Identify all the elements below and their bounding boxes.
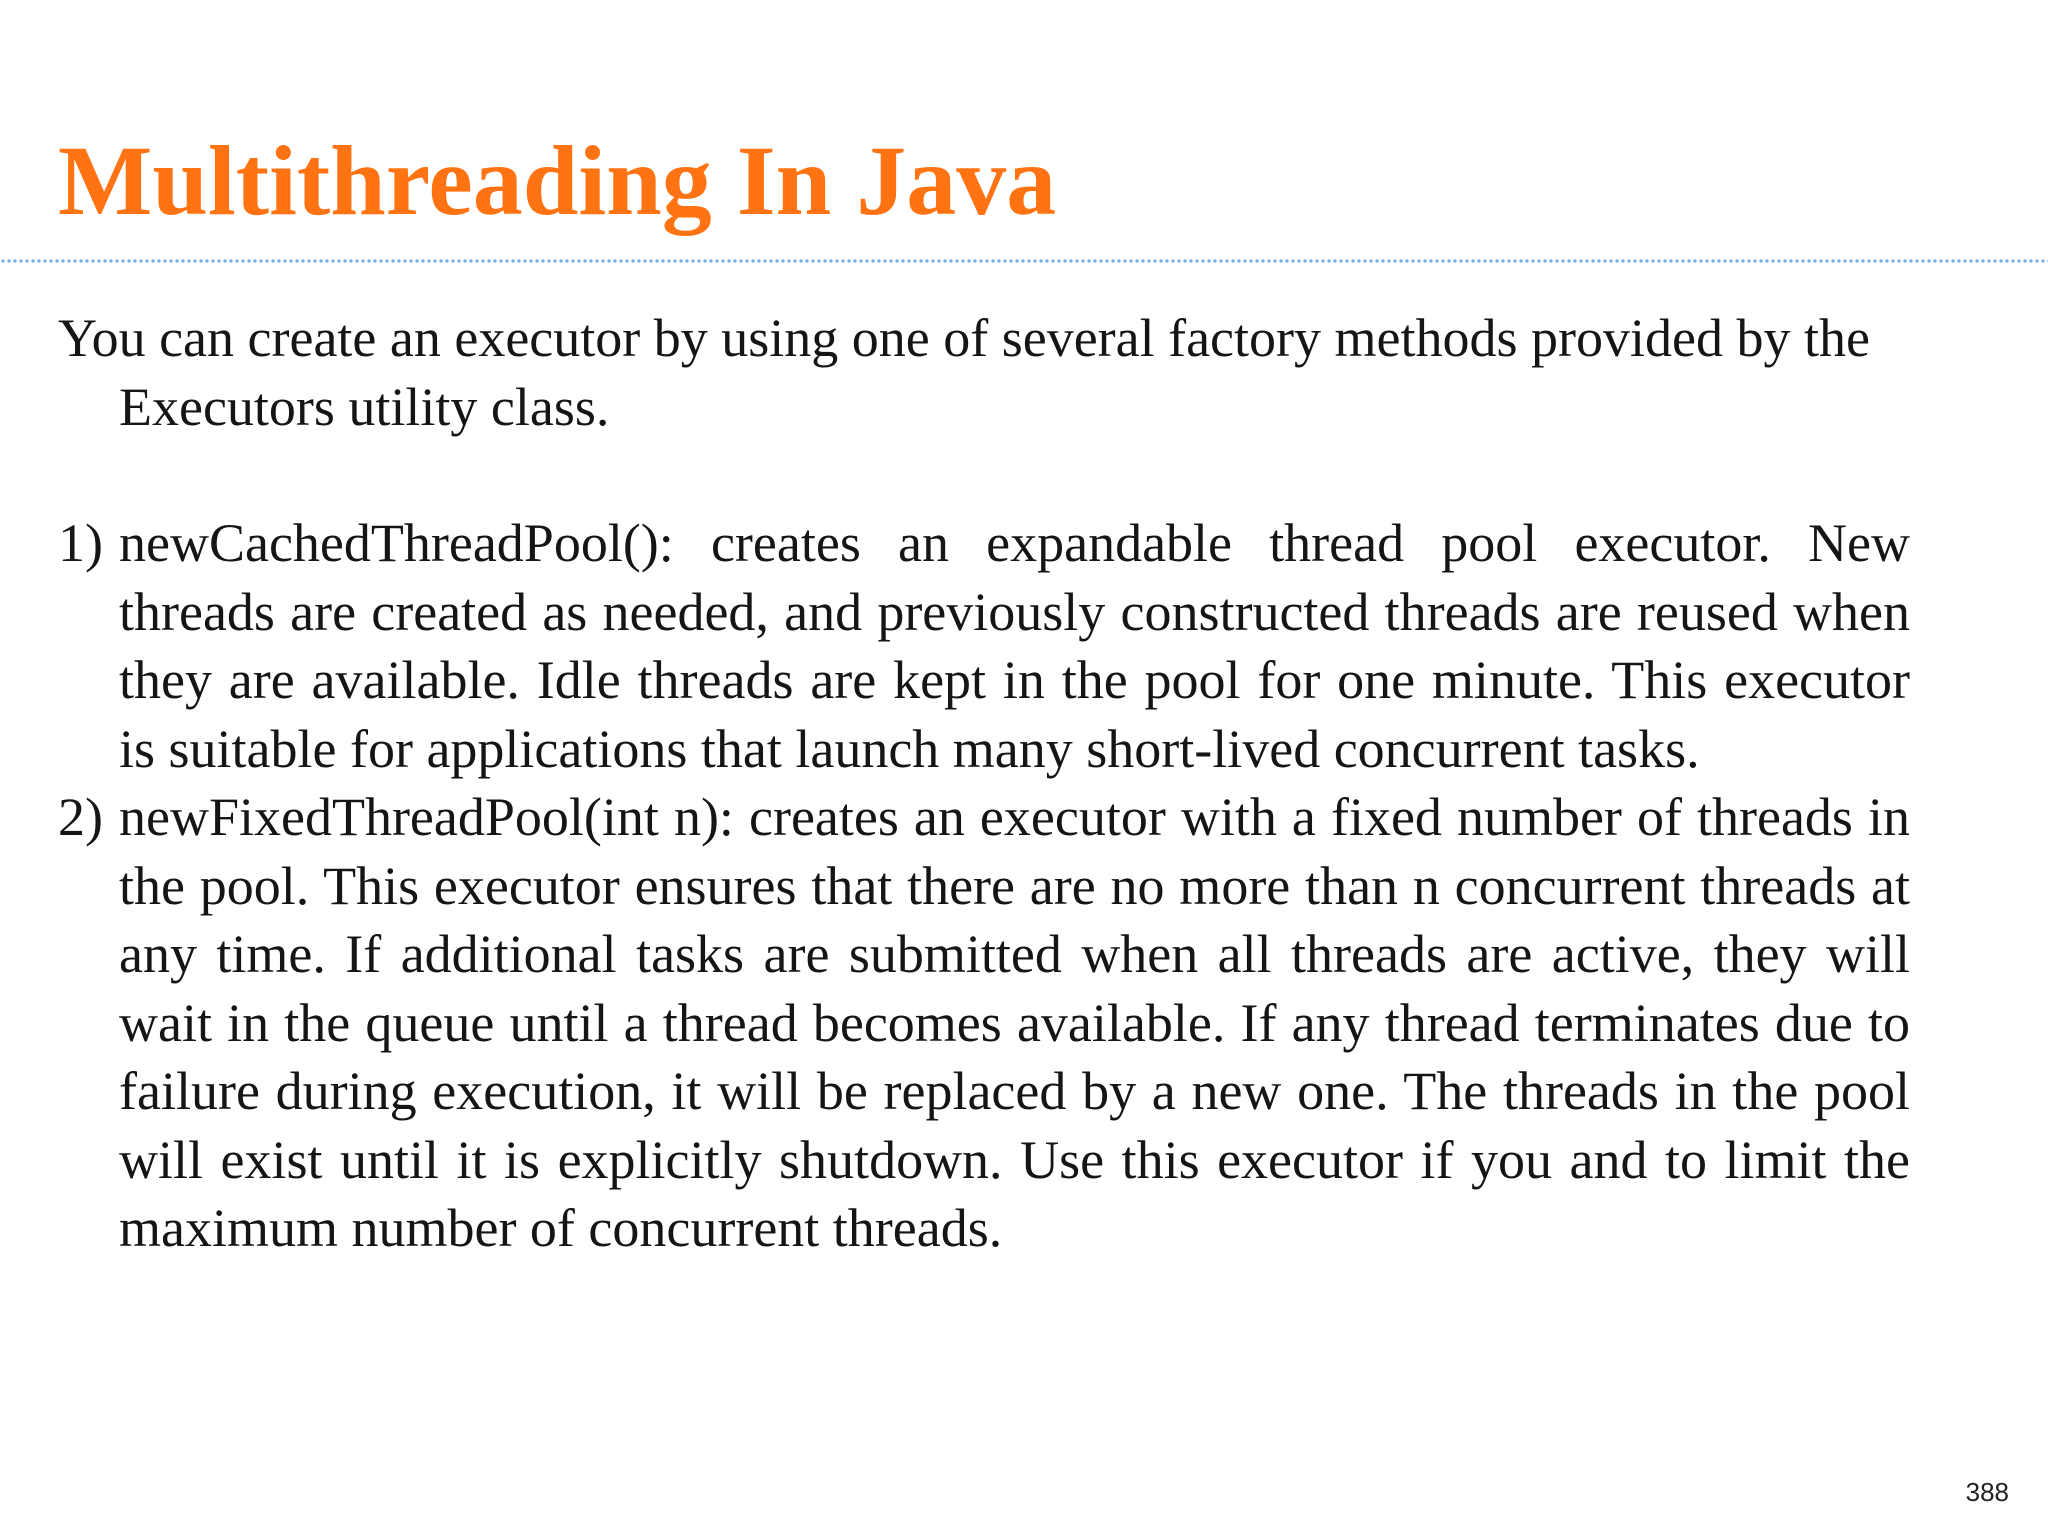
list-item bbox=[58, 783, 1910, 1263]
slide-title: Multithreading In Java bbox=[58, 125, 1057, 236]
divider-dots bbox=[0, 257, 2048, 265]
list-item-text: newCachedThreadPool(): creates an expandable thread pool executor. New threads are created as needed, and previously constructed threads are reused when they are available. Idle threads are kept in the pool for one minute. This executor is suitable for applications that launch many short-lived concurrent tasks. bbox=[119, 513, 1910, 779]
page-number: 388 bbox=[1965, 1477, 2009, 1507]
paragraph-spacer bbox=[58, 441, 1910, 509]
title-divider bbox=[0, 254, 2048, 268]
list-item-text: newFixedThreadPool(int n): creates an executor with a fixed number of threads in the pool. This executor ensures that there are no more than n concurrent threads at any time. If additional tasks are submitted when all threads are active, they will wait in the queue until a thread becomes available. If any thread terminates due to failure during execution, it will be replaced by a new one. The threads in the pool will exist until it is explicitly shutdown. Use this executor if you and to limit the maximum number of concurrent threads. bbox=[119, 787, 1910, 1258]
intro-paragraph: You can create an executor by using one of several factory methods provided by the Executors utility class. bbox=[58, 308, 1870, 437]
list-item bbox=[58, 509, 1910, 783]
list-item-number: 1) bbox=[58, 513, 103, 573]
list-item-number: 2) bbox=[58, 787, 103, 847]
slide-body bbox=[58, 304, 1910, 1263]
